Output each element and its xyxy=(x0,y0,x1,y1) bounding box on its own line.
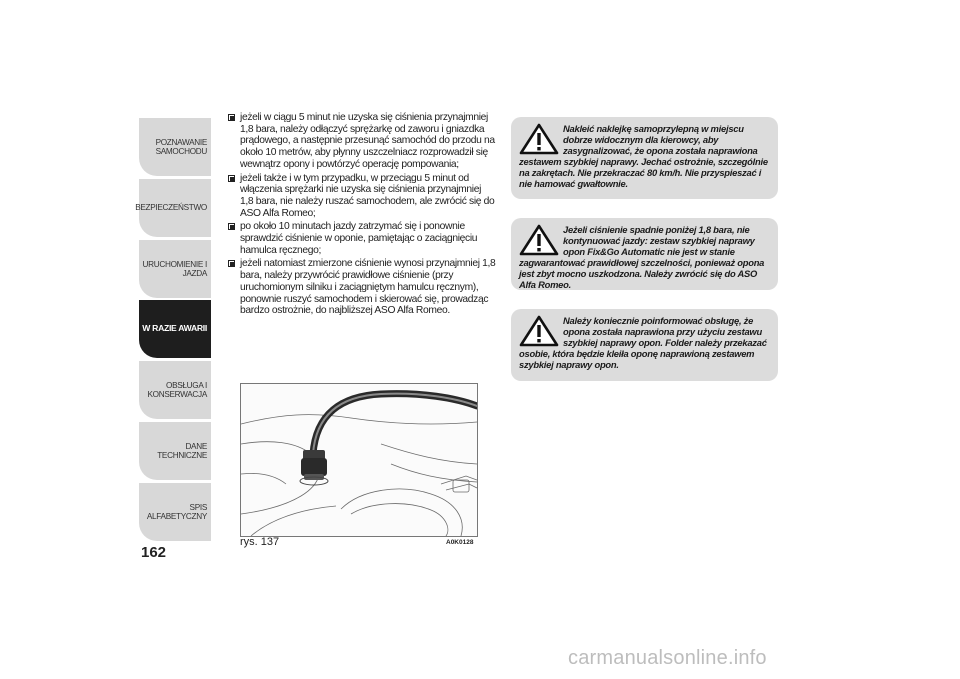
bullet-square-icon xyxy=(228,114,235,121)
warning-triangle-icon xyxy=(519,123,559,155)
warning-box xyxy=(511,117,778,199)
warning-box xyxy=(511,218,778,290)
bullet-text: jeżeli w ciągu 5 minut nie uzyska się ciśnienia przynajmniej 1,8 bara, należy odłączyć sprężarkę od zaworu i gniazdka prądowego, a następnie przesunąć samochód do przodu na około 10 metrów, aby płynny uszczelniacz rozprowadził się wewnątrz opony i powtórzyć operację pompowania; xyxy=(240,112,495,170)
figure-code: A0K0128 xyxy=(446,539,474,546)
bullet-square-icon xyxy=(228,175,235,182)
tab-w-razie-awarii[interactable]: W RAZIE AWARII xyxy=(139,300,211,358)
warning-text: Nakleić naklejkę samoprzylepną w miejscu dobrze widocznym dla kierowcy, aby zasygnalizować, że opona została naprawiona zestawem szybkiej naprawy. Jechać ostrożnie, szczególnie na zakrętach. Nie przekraczać 80 km/h. Nie przyspieszać i nie hamować gwałtownie. xyxy=(519,123,768,189)
bullet-square-icon xyxy=(228,260,235,267)
bullet-item xyxy=(228,258,496,317)
warning-triangle-icon xyxy=(519,224,559,256)
warning-text: Należy koniecznie poinformować obsługę, że opona została naprawiona przy użyciu zestawu szybkiej naprawy opon. Folder należy przekazać osobie, która będzie kleiła oponę naprawioną zestawem szybkiej naprawy opon. xyxy=(519,315,767,370)
figure-compressor-plug xyxy=(240,383,478,537)
bullet-text: jeżeli także i w tym przypadku, w przeciągu 5 minut od włączenia sprężarki nie uzyska się ciśnienia przynajmniej 1,8 bara, nie należy ruszać samochodem, ale zwrócić się do ASO Alfa Romeo; xyxy=(240,172,495,219)
tab-obsluga-i-konserwacja[interactable]: OBSŁUGA I KONSERWACJA xyxy=(139,361,211,419)
bullet-text: jeżeli natomiast zmierzone ciśnienie wynosi przynajmniej 1,8 bara, należy przywrócić prawidłowe ciśnienie (przy uruchomionym silniku i zaciągniętym hamulcu ręcznym), ponownie ruszyć samochodem i skierować się, prowadząc bardzo ostrożnie, do najbliższej ASO Alfa Romeo. xyxy=(240,258,496,317)
bullet-text: po około 10 minutach jazdy zatrzymać się i ponownie sprawdzić ciśnienie w oponie, pamiętając o zaciągnięciu hamulca ręcznego; xyxy=(240,221,478,256)
watermark-text: carmanualsonline.info xyxy=(568,647,767,669)
tab-spis-alfabetyczny[interactable]: SPIS ALFABETYCZNY xyxy=(139,483,211,541)
page-number: 162 xyxy=(141,544,167,561)
bullet-item xyxy=(228,112,496,171)
compressor-plug-illustration xyxy=(241,384,477,536)
tab-dane-techniczne[interactable]: DANE TECHNICZNE xyxy=(139,422,211,480)
bullet-item xyxy=(228,173,496,220)
warning-box xyxy=(511,309,778,381)
tab-uruchomienie-i-jazda[interactable]: URUCHOMIENIE I JAZDA xyxy=(139,240,211,298)
warning-triangle-icon xyxy=(519,315,559,347)
tab-poznawanie-samochodu[interactable]: POZNAWANIE SAMOCHODU xyxy=(139,118,211,176)
instructions-column xyxy=(228,112,496,319)
tab-bezpieczenstwo[interactable]: BEZPIECZEŃSTWO xyxy=(139,179,211,237)
figure-caption: rys. 137 xyxy=(240,536,280,548)
bullet-item xyxy=(228,221,496,256)
warning-text: Jeżeli ciśnienie spadnie poniżej 1,8 bara, nie kontynuować jazdy: zestaw szybkiej naprawy opon Fix&Go Automatic nie jest w stanie zagwarantować prawidłowej szczelności, ponieważ opona jest zbyt mocno uszkodzona. Należy zwrócić się do ASO Alfa Romeo. xyxy=(519,224,765,290)
bullet-square-icon xyxy=(228,223,235,230)
